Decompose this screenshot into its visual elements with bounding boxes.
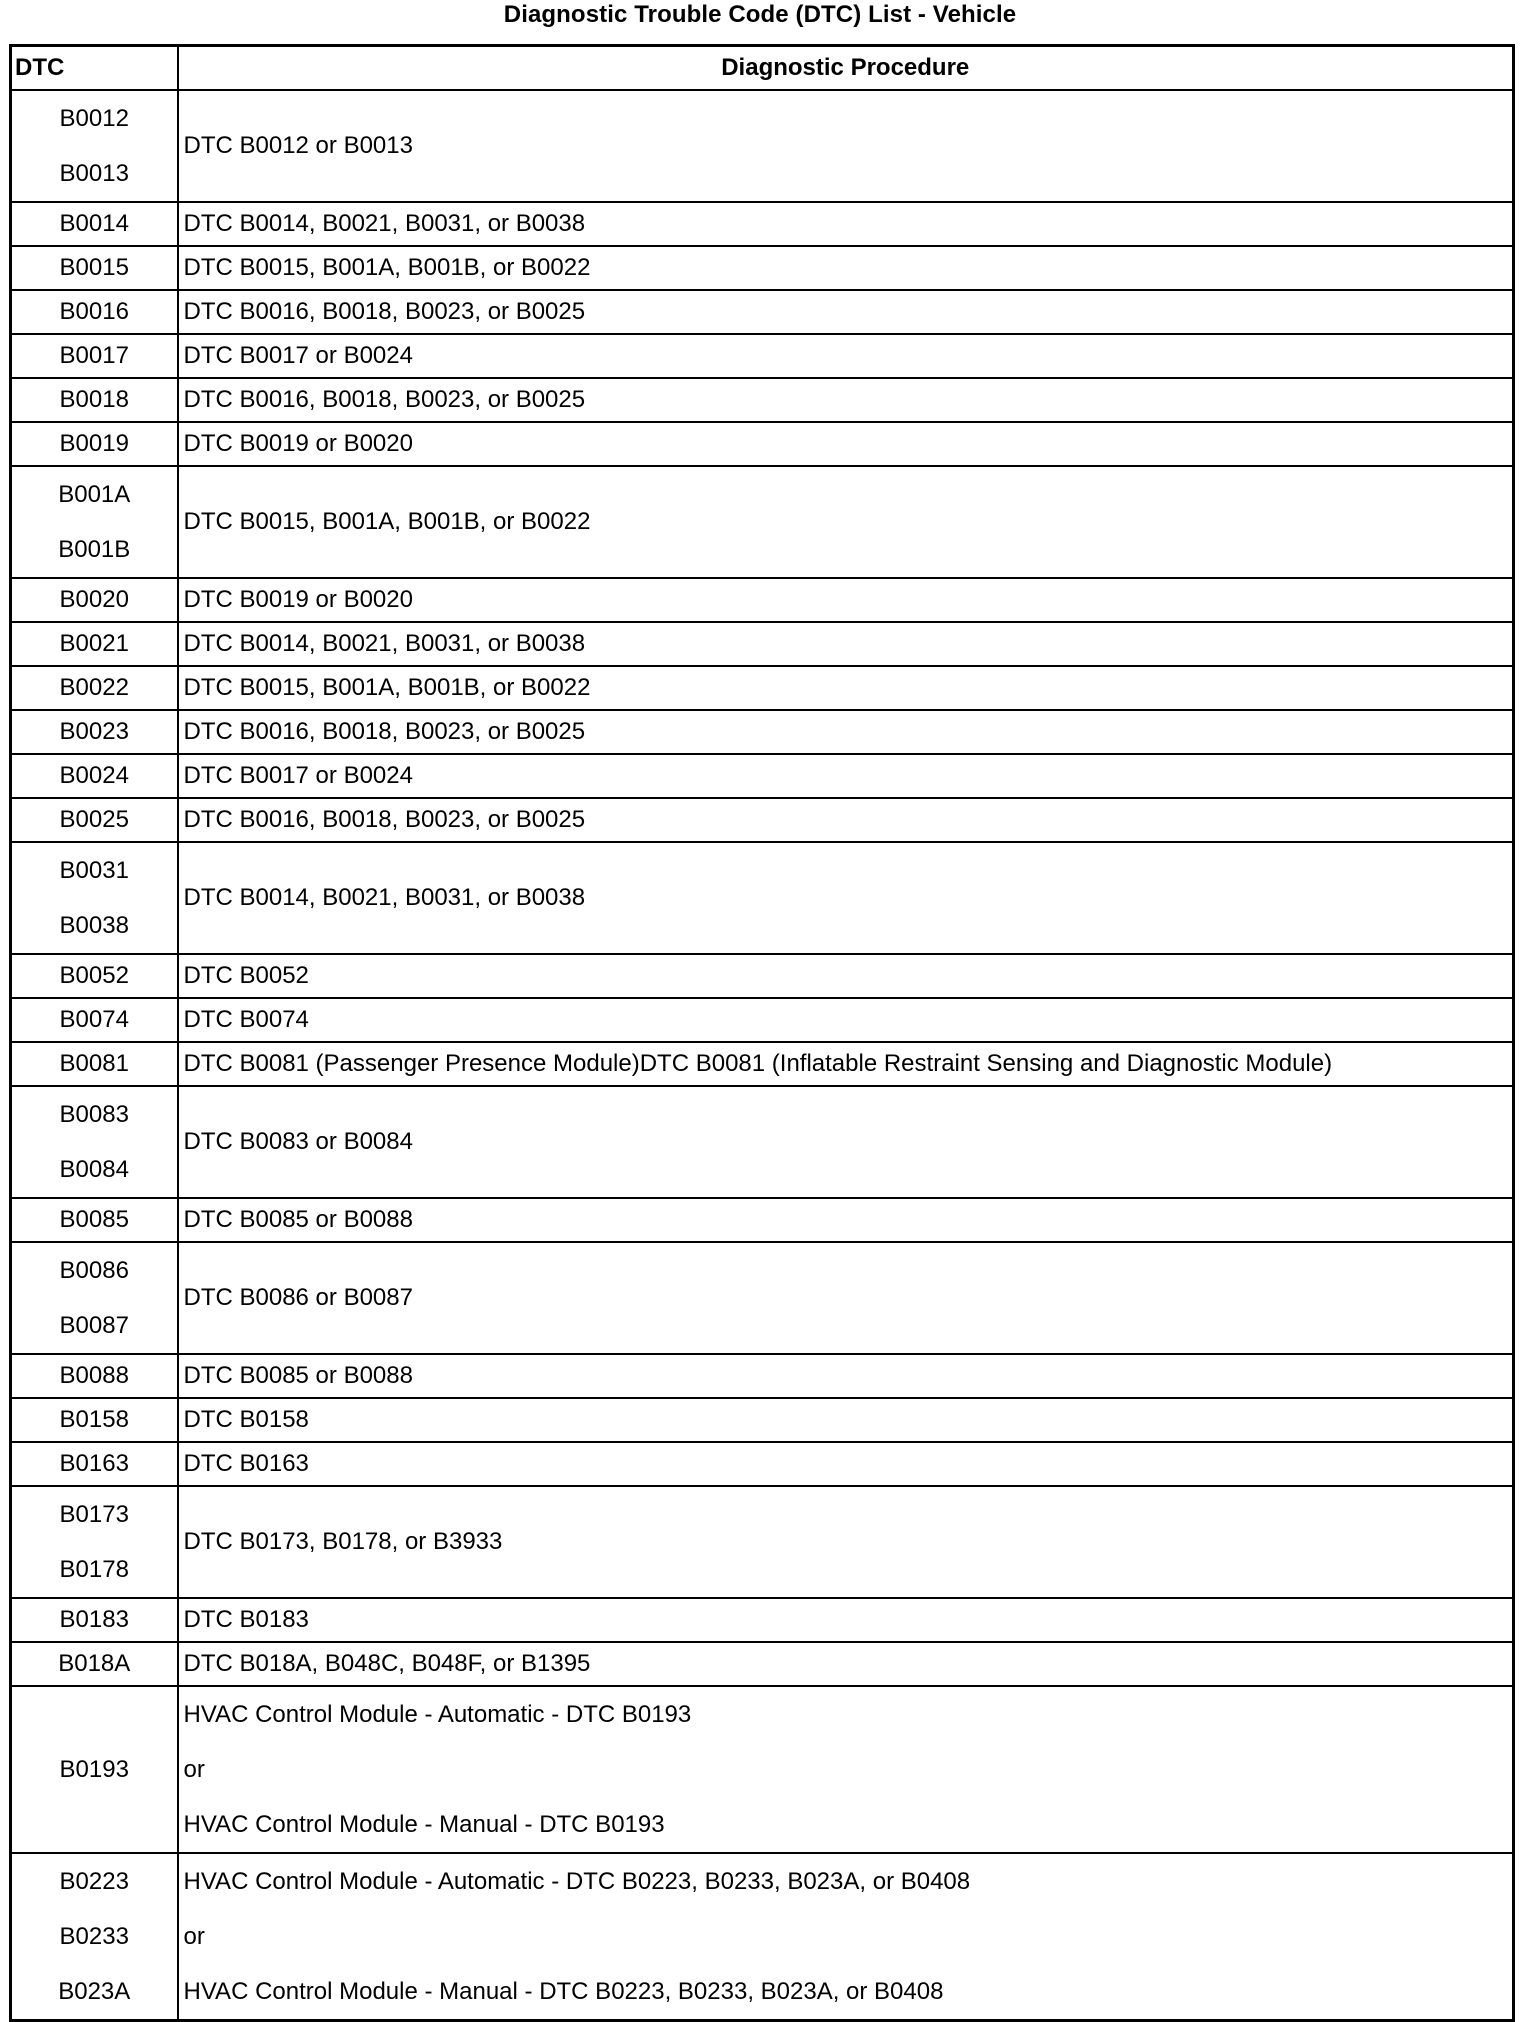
procedure-text: DTC B0085 or B0088: [183, 1206, 413, 1233]
diagnostic-procedure-cell: [178, 578, 1514, 622]
table-row: [11, 1642, 1514, 1686]
dtc-code: B0178: [59, 1556, 129, 1583]
dtc-code: B0084: [59, 1156, 129, 1183]
diagnostic-procedure-cell: [178, 1042, 1514, 1086]
dtc-code-cell: [11, 998, 178, 1042]
procedure-text: DTC B0163: [183, 1450, 309, 1477]
dtc-code-cell: [11, 1354, 178, 1398]
dtc-code-cell: [11, 1598, 178, 1642]
procedure-text: DTC B0086 or B0087: [183, 1284, 413, 1311]
table-row: [11, 1086, 1514, 1198]
procedure-text: DTC B0017 or B0024: [183, 342, 413, 369]
diagnostic-procedure-cell: [178, 1642, 1514, 1686]
procedure-text: DTC B0016, B0018, B0023, or B0025: [183, 718, 586, 745]
table-row: [11, 1398, 1514, 1442]
table-row: [11, 334, 1514, 378]
dtc-code: B0025: [59, 806, 129, 833]
dtc-code-cell: [11, 622, 178, 666]
table-row: [11, 1198, 1514, 1242]
procedure-text: DTC B0019 or B0020: [183, 586, 413, 613]
procedure-text: DTC B0019 or B0020: [183, 430, 413, 457]
dtc-code: B0021: [59, 630, 129, 657]
diagnostic-procedure-cell: [178, 622, 1514, 666]
dtc-code: B0087: [59, 1312, 129, 1339]
dtc-code-cell: [11, 466, 178, 578]
diagnostic-procedure-cell: [178, 954, 1514, 998]
dtc-code: B0223: [59, 1868, 129, 1895]
dtc-code: B0052: [59, 962, 129, 989]
dtc-code: B0014: [59, 210, 129, 237]
dtc-code-cell: [11, 578, 178, 622]
diagnostic-procedure-cell: [178, 754, 1514, 798]
dtc-code-cell: [11, 1042, 178, 1086]
dtc-code: B0163: [59, 1450, 129, 1477]
dtc-code: B0183: [59, 1606, 129, 1633]
procedure-text: or: [183, 1923, 205, 1950]
dtc-code: B0018: [59, 386, 129, 413]
diagnostic-procedure-cell: [178, 842, 1514, 954]
dtc-code-cell: [11, 1486, 178, 1598]
table-row: [11, 246, 1514, 290]
table-row: [11, 710, 1514, 754]
dtc-code: B0193: [59, 1756, 129, 1783]
dtc-code: B0086: [59, 1257, 129, 1284]
table-row: [11, 578, 1514, 622]
dtc-code: B0015: [59, 254, 129, 281]
dtc-code-cell: [11, 710, 178, 754]
dtc-code: B001B: [58, 536, 131, 563]
diagnostic-procedure-cell: [178, 1486, 1514, 1598]
dtc-code: B0023: [59, 718, 129, 745]
dtc-code: B023A: [58, 1978, 131, 2005]
dtc-code-cell: [11, 422, 178, 466]
table-row: [11, 998, 1514, 1042]
diagnostic-procedure-cell: [178, 798, 1514, 842]
procedure-text: DTC B0015, B001A, B001B, or B0022: [183, 508, 591, 535]
table-row: [11, 1354, 1514, 1398]
table-row: [11, 1042, 1514, 1086]
dtc-code: B0019: [59, 430, 129, 457]
table-row: [11, 1686, 1514, 1853]
dtc-code-cell: [11, 1242, 178, 1354]
diagnostic-procedure-cell: [178, 998, 1514, 1042]
dtc-code-cell: [11, 1086, 178, 1198]
dtc-code-cell: [11, 1442, 178, 1486]
dtc-code-cell: [11, 666, 178, 710]
diagnostic-procedure-cell: [178, 378, 1514, 422]
diagnostic-procedure-cell: [178, 290, 1514, 334]
table-row: [11, 754, 1514, 798]
table-row: [11, 842, 1514, 954]
dtc-code: B001A: [58, 481, 131, 508]
dtc-code-cell: [11, 842, 178, 954]
diagnostic-procedure-cell: [178, 1598, 1514, 1642]
dtc-code-cell: [11, 1198, 178, 1242]
dtc-code: B018A: [58, 1650, 131, 1677]
procedure-text: DTC B0016, B0018, B0023, or B0025: [183, 298, 586, 325]
table-row: [11, 1486, 1514, 1598]
procedure-text: HVAC Control Module - Automatic - DTC B0223, B0233, B023A, or B0408: [183, 1868, 971, 1895]
table-header-row: [11, 46, 1514, 91]
table-row: [11, 1442, 1514, 1486]
dtc-code: B0233: [59, 1923, 129, 1950]
dtc-code-cell: [11, 1398, 178, 1442]
diagnostic-procedure-cell: [178, 1442, 1514, 1486]
procedure-text: DTC B0014, B0021, B0031, or B0038: [183, 210, 586, 237]
procedure-text: or: [183, 1756, 205, 1783]
diagnostic-procedure-cell: [178, 1686, 1514, 1853]
table-row: [11, 1242, 1514, 1354]
procedure-text: DTC B0183: [183, 1606, 309, 1633]
dtc-code-cell: [11, 1853, 178, 2021]
table-row: [11, 622, 1514, 666]
dtc-table: [9, 44, 1515, 2022]
dtc-code: B0085: [59, 1206, 129, 1233]
dtc-code: B0081: [59, 1050, 129, 1077]
procedure-text: HVAC Control Module - Manual - DTC B0223, B0233, B023A, or B0408: [183, 1978, 944, 2005]
table-row: [11, 954, 1514, 998]
procedure-text: DTC B0014, B0021, B0031, or B0038: [183, 884, 586, 911]
page-title: Diagnostic Trouble Code (DTC) List - Vehicle: [503, 1, 1017, 28]
procedure-column-header: Diagnostic Procedure: [178, 46, 1514, 91]
dtc-code: B0074: [59, 1006, 129, 1033]
dtc-code-cell: [11, 1686, 178, 1853]
procedure-text: DTC B0173, B0178, or B3933: [183, 1528, 503, 1555]
procedure-text: DTC B0158: [183, 1406, 309, 1433]
dtc-column-header: DTC: [11, 46, 178, 91]
procedure-text: DTC B0015, B001A, B001B, or B0022: [183, 674, 591, 701]
procedure-text: HVAC Control Module - Manual - DTC B0193: [183, 1811, 665, 1838]
dtc-code: B0158: [59, 1406, 129, 1433]
procedure-text: DTC B0015, B001A, B001B, or B0022: [183, 254, 591, 281]
dtc-code-cell: [11, 798, 178, 842]
procedure-text: DTC B0085 or B0088: [183, 1362, 413, 1389]
diagnostic-procedure-cell: [178, 666, 1514, 710]
dtc-code: B0020: [59, 586, 129, 613]
diagnostic-procedure-cell: [178, 334, 1514, 378]
dtc-code: B0022: [59, 674, 129, 701]
dtc-code: B0024: [59, 762, 129, 789]
diagnostic-procedure-cell: [178, 202, 1514, 246]
dtc-code: B0038: [59, 912, 129, 939]
table-row: [11, 1853, 1514, 2021]
table-row: [11, 90, 1514, 202]
procedure-text: DTC B0016, B0018, B0023, or B0025: [183, 806, 586, 833]
dtc-code-cell: [11, 246, 178, 290]
procedure-text: DTC B0017 or B0024: [183, 762, 413, 789]
procedure-text: DTC B0016, B0018, B0023, or B0025: [183, 386, 586, 413]
diagnostic-procedure-cell: [178, 1198, 1514, 1242]
table-row: [11, 666, 1514, 710]
diagnostic-procedure-cell: [178, 422, 1514, 466]
dtc-code-cell: [11, 954, 178, 998]
table-body: [11, 90, 1514, 2021]
procedure-text: DTC B018A, B048C, B048F, or B1395: [183, 1650, 591, 1677]
diagnostic-procedure-cell: [178, 1086, 1514, 1198]
dtc-code: B0088: [59, 1362, 129, 1389]
procedure-text: DTC B0014, B0021, B0031, or B0038: [183, 630, 586, 657]
diagnostic-procedure-cell: [178, 246, 1514, 290]
dtc-code: B0017: [59, 342, 129, 369]
procedure-text: HVAC Control Module - Automatic - DTC B0193: [183, 1701, 692, 1728]
dtc-code-cell: [11, 290, 178, 334]
dtc-code-cell: [11, 378, 178, 422]
dtc-code: B0016: [59, 298, 129, 325]
diagnostic-procedure-cell: [178, 90, 1514, 202]
diagnostic-procedure-cell: [178, 1853, 1514, 2021]
diagnostic-procedure-cell: [178, 1354, 1514, 1398]
dtc-code-cell: [11, 202, 178, 246]
dtc-code-cell: [11, 90, 178, 202]
diagnostic-procedure-cell: [178, 1398, 1514, 1442]
table-row: [11, 1598, 1514, 1642]
table-row: [11, 422, 1514, 466]
procedure-text: DTC B0012 or B0013: [183, 132, 413, 159]
dtc-code: B0083: [59, 1101, 129, 1128]
table-row: [11, 290, 1514, 334]
dtc-code: B0173: [59, 1501, 129, 1528]
table-row: [11, 202, 1514, 246]
procedure-text: DTC B0081 (Passenger Presence Module)DTC B0081 (Inflatable Restraint Sensing and Diagnostic Module): [183, 1050, 1333, 1077]
diagnostic-procedure-cell: [178, 710, 1514, 754]
dtc-code: B0012: [59, 105, 129, 132]
table-row: [11, 378, 1514, 422]
dtc-code: B0031: [59, 857, 129, 884]
procedure-text: DTC B0074: [183, 1006, 309, 1033]
dtc-code-cell: [11, 334, 178, 378]
table-row: [11, 798, 1514, 842]
procedure-text: DTC B0052: [183, 962, 309, 989]
table-row: [11, 466, 1514, 578]
dtc-code-cell: [11, 754, 178, 798]
dtc-code-cell: [11, 1642, 178, 1686]
dtc-code: B0013: [59, 160, 129, 187]
procedure-text: DTC B0083 or B0084: [183, 1128, 413, 1155]
diagnostic-procedure-cell: [178, 1242, 1514, 1354]
diagnostic-procedure-cell: [178, 466, 1514, 578]
